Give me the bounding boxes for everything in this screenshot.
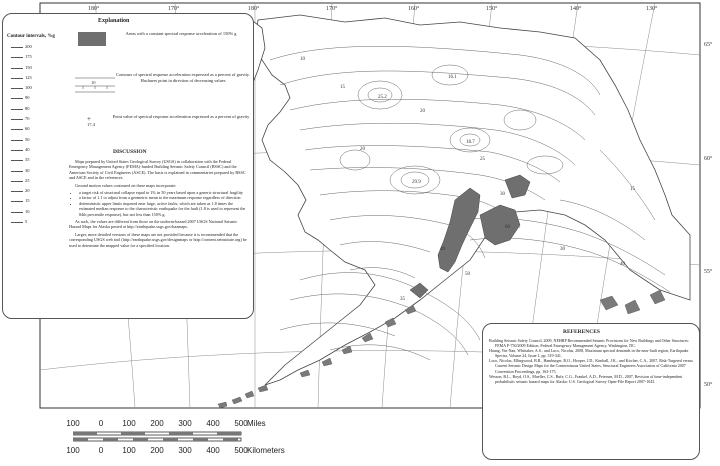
- explanation-title: Explanation: [98, 18, 130, 24]
- contour-intervals-title: Contour intervals, %g: [7, 34, 55, 39]
- scale-tick-label: 400: [206, 446, 220, 455]
- scale-tick-label: 100: [122, 419, 136, 428]
- scale-miles-unit: Miles: [247, 419, 266, 428]
- contour-interval-value: 150: [25, 64, 32, 70]
- contour-interval-value: 5: [25, 219, 28, 225]
- contour-interval-value: 125: [25, 74, 32, 80]
- contour-interval-line: [11, 201, 23, 202]
- point-description: Point value of spectral response acceleration expressed as a percent of gravity: [112, 114, 250, 119]
- contour-interval-line: [11, 160, 23, 161]
- contour-interval-row: [11, 54, 59, 64]
- discussion-body: [69, 159, 247, 250]
- lat-label: 55°: [704, 269, 713, 275]
- contour-interval-row: [11, 95, 59, 105]
- contour-interval-line: [11, 212, 23, 213]
- point-label: 18.7: [466, 140, 475, 145]
- scale-tick-label: 400: [206, 419, 220, 428]
- contour-interval-value: 40: [25, 146, 30, 152]
- contour-interval-value: 15: [25, 198, 30, 204]
- references-list: [489, 338, 695, 384]
- discussion-paragraph: Ground motion values contoured on these maps incorporate:: [75, 182, 177, 188]
- contour-interval-row: [11, 198, 59, 208]
- scale-km-unit: Kilometers: [247, 446, 285, 455]
- discussion-bullet: • a factor of 1.1 to adjust from a geometric mean to the maximum response regardless of direction: [79, 195, 247, 200]
- references-panel: [482, 323, 700, 460]
- discussion-paragraph: Larger, more detailed versions of these maps are not provided because it is recommended that the corresponding USGS web tool (http://earthquake.usgs.gov/designmaps or http://content.seinstitute.org) be used to determine the mapped value for a specified location.: [69, 231, 247, 248]
- scale-tick-label: 0: [98, 446, 104, 455]
- contour-interval-row: [11, 188, 59, 198]
- contour-intervals-list: [11, 44, 59, 229]
- contour-interval-value: 80: [25, 105, 30, 111]
- contour-interval-value: 30: [25, 167, 30, 173]
- contour-label: 10: [300, 57, 305, 62]
- contour-interval-value: 25: [25, 177, 30, 183]
- lon-label: 130°: [646, 6, 658, 12]
- scale-tick-label: 0: [98, 419, 104, 428]
- contour-interval-value: 175: [25, 54, 32, 60]
- lon-label: 150°: [486, 6, 498, 12]
- reference-item: Wesson, R.L., Boyd, O.S., Mueller, C.S., Bufe, C.G., Frankel, A.D., Petersen, M.D., 2007, Revision of time-independent probabilistic seismic hazard maps for Alaska: U.S. Geological Survey Open-File Report 2007-1043.: [489, 373, 683, 384]
- contour-label: 50: [465, 272, 470, 277]
- contour-interval-row: [11, 65, 59, 75]
- reference-item: Building Seismic Safety Council, 2009, NEHRP Recommended Seismic Provisions for New Buildings and Other Structures: FEMA P-750/2009 Edition, Federal Emergency Management Agency, Washington, DC.: [489, 338, 690, 349]
- contour-interval-value: 70: [25, 116, 30, 122]
- reference-item: Huang, Yin-Nan, Whittaker, A.S., and Luco, Nicolas, 2008, Maximum spectral demands in the near-fault region, Earthquake Spectra, Volume 24, Issue 1, pp. 319-341.: [489, 348, 689, 359]
- contour-label: 60: [505, 225, 510, 230]
- contour-interval-row: [11, 44, 59, 54]
- contour-interval-line: [11, 191, 23, 192]
- point-label: 25.2: [378, 95, 387, 100]
- contour-interval-value: 35: [25, 157, 30, 163]
- lat-label: 60°: [704, 156, 713, 162]
- scale-tick-label: 500: [234, 419, 248, 428]
- contour-label: 40: [440, 247, 445, 252]
- contour-interval-line: [11, 109, 23, 110]
- lon-label: 170°: [326, 6, 338, 12]
- scale-tick-label: 500: [234, 446, 248, 455]
- contour-label: 15: [630, 187, 635, 192]
- discussion-paragraph: Maps prepared by United States Geological Survey (USGS) in collaboration with the Federal Emergency Management Agency (FEMA)-funded Building Seismic Safety Council (BSSC) and the American Society of Civil Engineers (ASCE). The basis is explained in commentaries prepared by BSSC and ASCE and in the references.: [69, 159, 246, 181]
- high-hazard-swatch: [78, 32, 106, 46]
- contour-label: 30: [500, 192, 505, 197]
- contour-interval-row: [11, 209, 59, 219]
- scale-bar-miles: [55, 419, 295, 429]
- lon-label: 170°: [168, 6, 180, 12]
- contour-label: 20: [420, 109, 425, 114]
- contour-symbol: [73, 72, 117, 96]
- scale-tick-label: 300: [178, 419, 192, 428]
- contour-interval-row: [11, 137, 59, 147]
- contour-interval-row: [11, 168, 59, 178]
- contour-interval-row: [11, 178, 59, 188]
- reference-item: Luco, Nicolas, Ellingwood, B.R., Hamburger, R.O., Hooper, J.D., Kimball, J.K., and Kircher, C.A., 2007, Risk-Targeted versus Current Seismic Design Maps for the Conterminous United States, Structural Engineers Association of California 2007 Convention Proceedings, pp. 163-175.: [489, 358, 693, 374]
- contour-interval-line: [11, 88, 23, 89]
- contour-interval-value: 200: [25, 44, 32, 49]
- contour-label: 25: [480, 157, 485, 162]
- contour-interval-row: [11, 75, 59, 85]
- contour-interval-value: 60: [25, 126, 30, 132]
- contour-interval-row: [11, 116, 59, 126]
- contour-interval-value: 100: [25, 85, 32, 91]
- contour-interval-line: [11, 98, 23, 99]
- explanation-panel: [2, 13, 254, 319]
- discussion-bullet: • a target risk of structural collapse equal to 1% in 50 years based upon a generic structural fragility: [79, 190, 247, 195]
- scale-tick-label: 300: [178, 446, 192, 455]
- contour-interval-value: 10: [25, 208, 30, 214]
- scale-tick-label: 200: [150, 419, 164, 428]
- lon-label: 140°: [570, 6, 582, 12]
- point-label: 29.9: [412, 180, 421, 185]
- contour-interval-line: [11, 47, 23, 48]
- contour-interval-row: [11, 157, 59, 167]
- scale-tick-label: 100: [66, 419, 80, 428]
- scale-km-bar: [73, 436, 253, 444]
- contour-interval-value: 90: [25, 95, 30, 101]
- lat-label: 50°: [704, 382, 713, 388]
- lat-label: 65°: [704, 42, 713, 48]
- scale-bar-km: [55, 442, 295, 455]
- contour-interval-row: [11, 219, 59, 229]
- contour-interval-row: [11, 126, 59, 136]
- contour-interval-row: [11, 85, 59, 95]
- contour-label: 30: [560, 247, 565, 252]
- scale-tick-label: 200: [150, 446, 164, 455]
- contour-interval-line: [11, 119, 23, 120]
- discussion-bullets: [69, 190, 247, 217]
- scale-tick-label: 100: [66, 446, 80, 455]
- contour-interval-line: [11, 57, 23, 58]
- references-title: REFERENCES: [563, 329, 600, 335]
- discussion-paragraph: As such, the values are different from those on the uniform-hazard 2007 USGS National Seismic Hazard Maps for Alaska posted at http://earthquake.usgs.gov/hazmaps.: [69, 219, 238, 230]
- contour-interval-line: [11, 171, 23, 172]
- point-label: 16.1: [448, 75, 457, 80]
- discussion-title: DISCUSSION: [113, 149, 147, 155]
- contour-interval-line: [11, 140, 23, 141]
- contour-label: 40: [620, 262, 625, 267]
- contour-interval-value: 50: [25, 136, 30, 142]
- contour-interval-line: [11, 129, 23, 130]
- contour-interval-line: [11, 181, 23, 182]
- lon-label: 180°: [88, 6, 100, 12]
- scale-tick-label: 100: [122, 446, 136, 455]
- contour-interval-value: 20: [25, 188, 30, 194]
- discussion-bullet: • deterministic upper limits imposed near large, active faults, which are taken as 1.8 times the estimated median response to the characteristic earthquake for the fault (1.8 is used to represent the 84th percentile response), but not less than 150% g.: [79, 201, 247, 217]
- contour-interval-line: [11, 68, 23, 69]
- contour-sample-value: 10: [91, 80, 96, 85]
- contour-interval-row: [11, 147, 59, 157]
- contour-description: Contours of spectral response acceleration expressed as a percent of gravity. Hachures point in direction of decreasing values: [116, 72, 250, 83]
- lon-label: 180°: [248, 6, 260, 12]
- contour-label: 20: [360, 147, 365, 152]
- contour-interval-row: [11, 106, 59, 116]
- latitude-labels: [704, 41, 713, 388]
- swatch-description: Areas with a constant spectral response acceleration of 150% g: [125, 31, 237, 36]
- point-symbol: + 17.4: [87, 115, 95, 127]
- contour-label: 35: [400, 297, 405, 302]
- lon-label: 160°: [408, 6, 420, 12]
- contour-interval-line: [11, 150, 23, 151]
- contour-interval-line: [11, 222, 23, 223]
- contour-label: 15: [340, 85, 345, 90]
- point-sample-value: 17.4: [87, 122, 95, 127]
- contour-interval-line: [11, 78, 23, 79]
